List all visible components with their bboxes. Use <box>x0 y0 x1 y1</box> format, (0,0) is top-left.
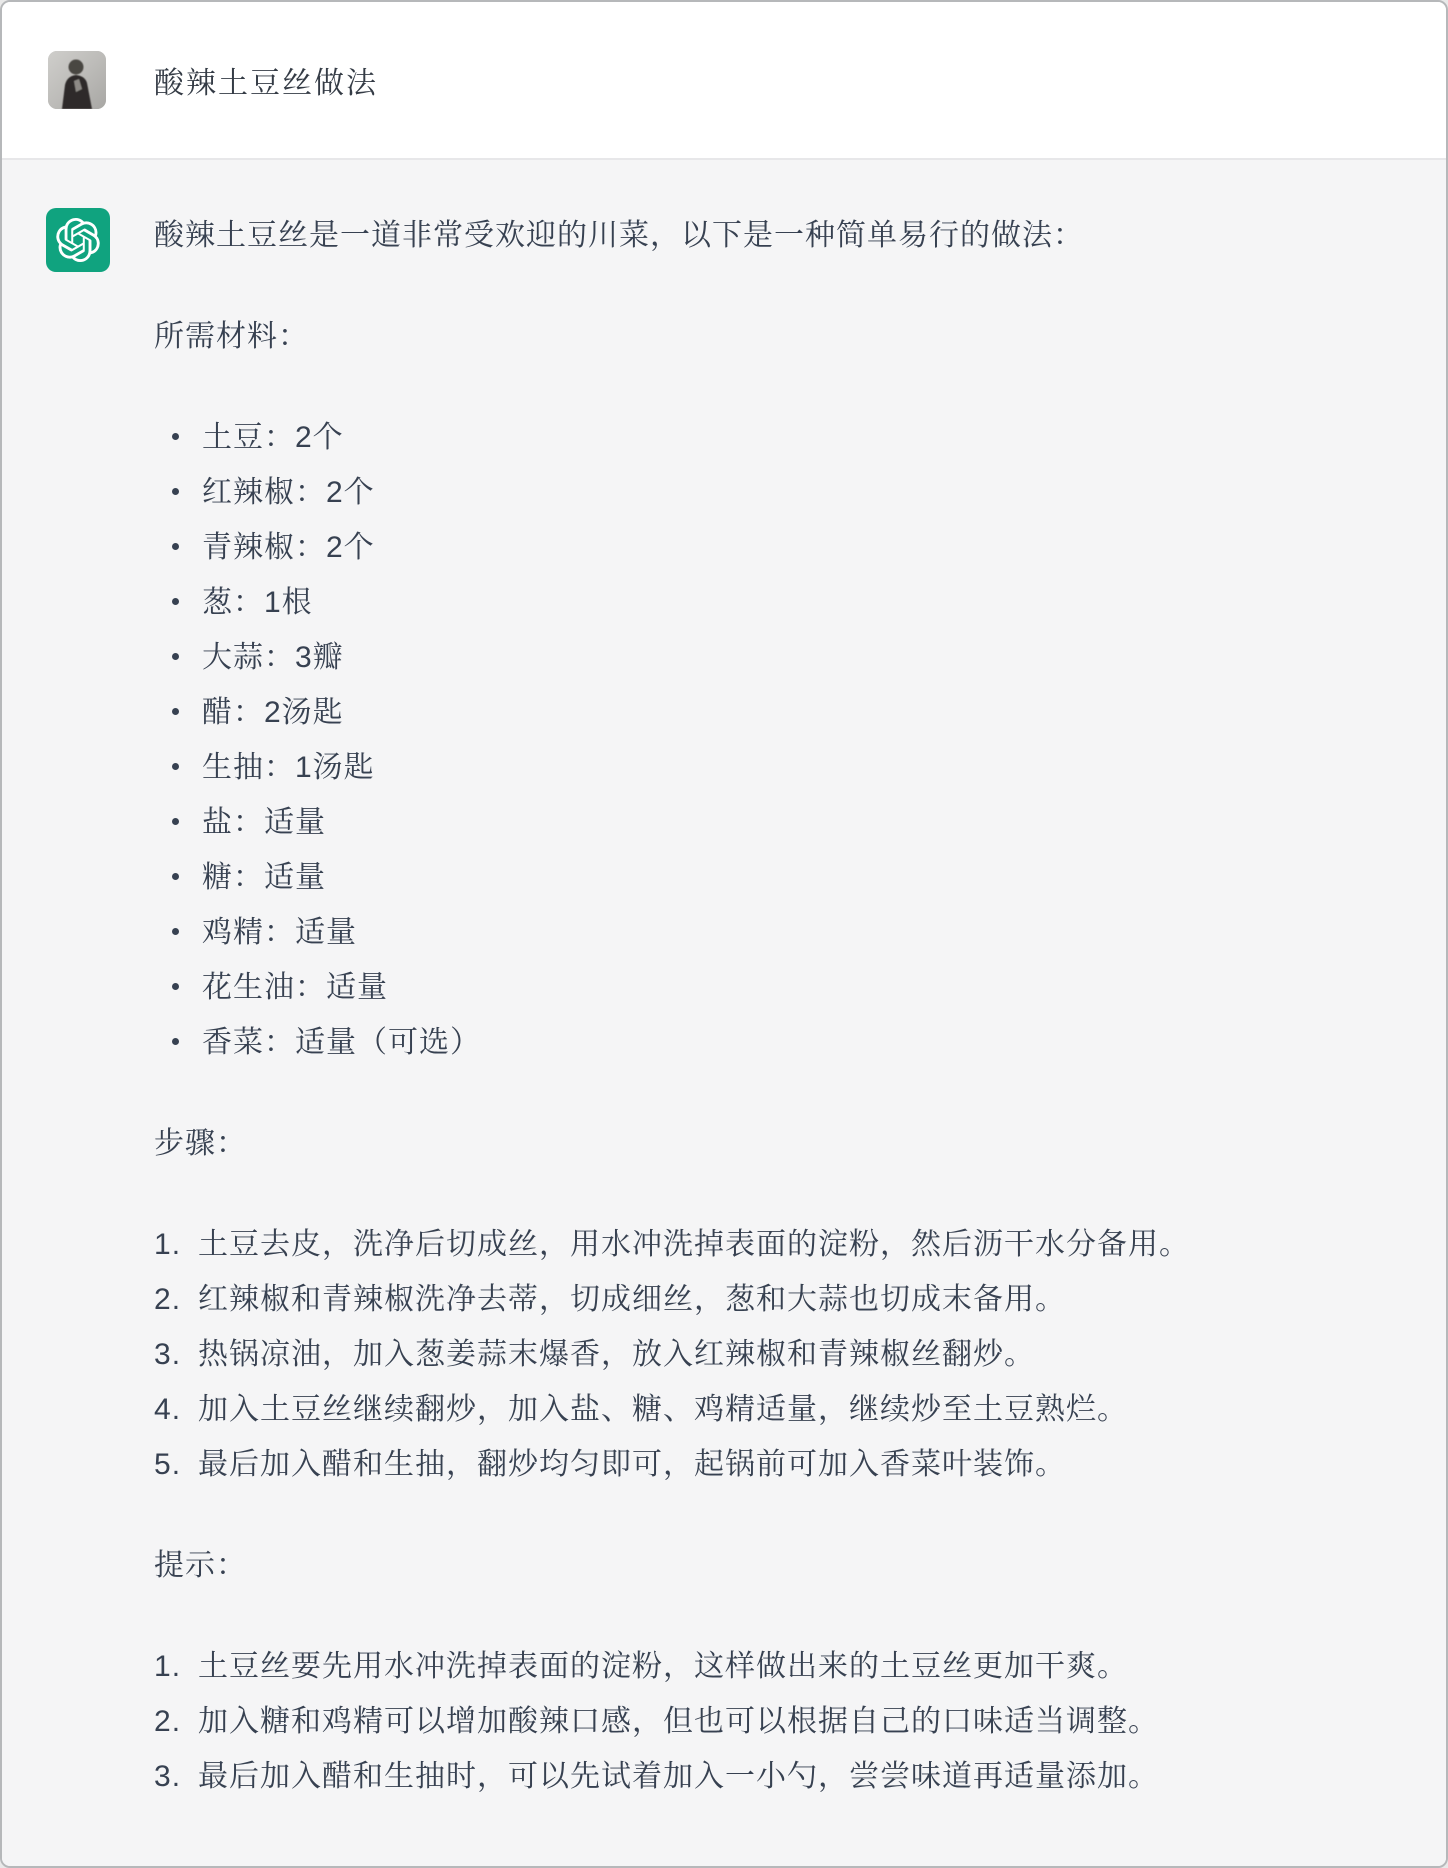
ingredient-item: 糖：适量 <box>202 850 1326 905</box>
step-item: 加入土豆丝继续翻炒，加入盐、糖、鸡精适量，继续炒至土豆熟烂。 <box>198 1393 1128 1426</box>
step-item: 最后加入醋和生抽，翻炒均匀即可，起锅前可加入香菜叶装饰。 <box>198 1448 1066 1481</box>
user-avatar <box>48 51 106 109</box>
ingredient-item: 盐：适量 <box>202 795 1326 850</box>
ingredients-heading: 所需材料： <box>154 320 309 353</box>
steps-heading: 步骤： <box>154 1127 247 1160</box>
tips-heading: 提示： <box>154 1549 247 1582</box>
ingredient-item: 土豆：2个 <box>202 410 1326 465</box>
intro-paragraph: 酸辣土豆丝是一道非常受欢迎的川菜，以下是一种简单易行的做法： <box>154 219 1084 252</box>
step-item: 土豆去皮，洗净后切成丝，用水冲洗掉表面的淀粉，然后沥干水分备用。 <box>198 1228 1190 1261</box>
ingredients-list <box>154 410 1326 1070</box>
conversation-header <box>2 2 1446 160</box>
ingredient-item: 青辣椒：2个 <box>202 520 1326 575</box>
tip-item: 土豆丝要先用水冲洗掉表面的淀粉，这样做出来的土豆丝更加干爽。 <box>198 1650 1128 1683</box>
step-item: 热锅凉油，加入葱姜蒜末爆香，放入红辣椒和青辣椒丝翻炒。 <box>198 1338 1035 1371</box>
ingredient-item: 生抽：1汤匙 <box>202 740 1326 795</box>
assistant-message <box>2 160 1446 1866</box>
chatgpt-logo-icon <box>46 208 110 272</box>
ingredient-item: 醋：2汤匙 <box>202 685 1326 740</box>
ingredient-item: 香菜：适量（可选） <box>202 1015 1326 1070</box>
step-item: 红辣椒和青辣椒洗净去蒂，切成细丝，葱和大蒜也切成末备用。 <box>198 1283 1066 1316</box>
user-portrait-image <box>48 51 106 109</box>
ingredient-item: 鸡精：适量 <box>202 905 1326 960</box>
ingredient-item: 红辣椒：2个 <box>202 465 1326 520</box>
tip-item: 最后加入醋和生抽时，可以先试着加入一小勺，尝尝味道再适量添加。 <box>198 1760 1159 1793</box>
ingredient-item: 葱：1根 <box>202 575 1326 630</box>
tip-item: 加入糖和鸡精可以增加酸辣口感，但也可以根据自己的口味适当调整。 <box>198 1705 1159 1738</box>
ingredient-item: 花生油：适量 <box>202 960 1326 1015</box>
steps-list <box>154 1217 1326 1492</box>
tips-list <box>154 1639 1326 1804</box>
message-content <box>154 208 1326 1804</box>
ingredient-item: 大蒜：3瓣 <box>202 630 1326 685</box>
chat-title: 酸辣土豆丝做法 <box>154 67 378 100</box>
